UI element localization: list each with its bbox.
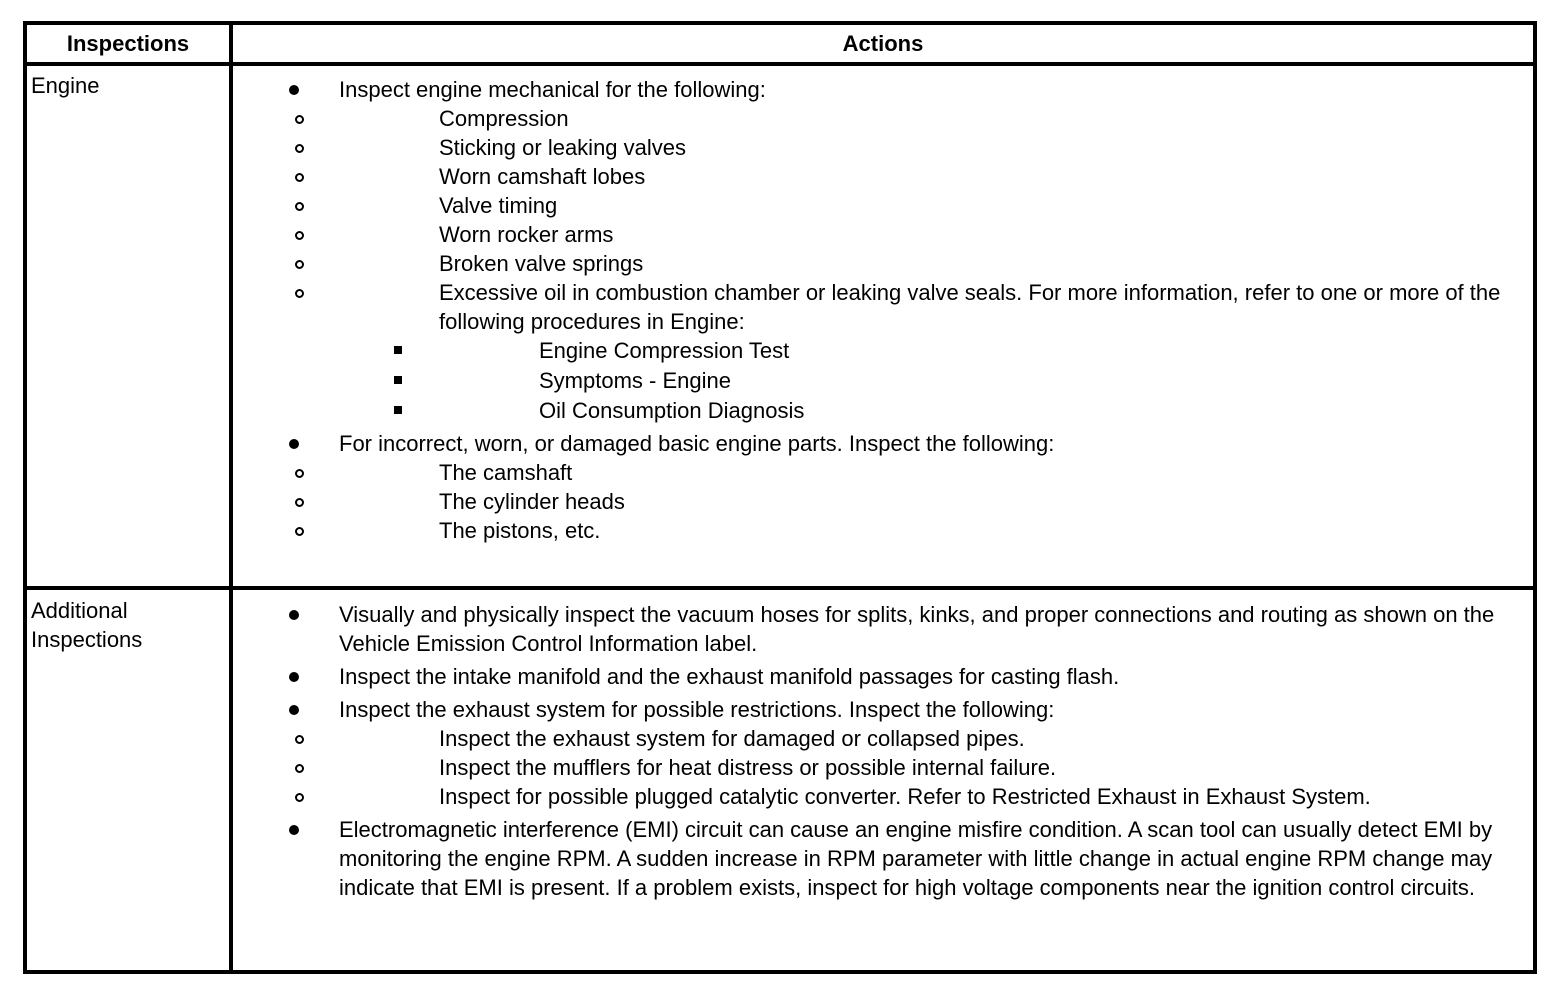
sub-list-item: Broken valve springs — [339, 249, 1523, 278]
circle-bullet-icon — [295, 289, 304, 298]
bullet-icon — [289, 672, 299, 682]
row-divider — [27, 586, 1533, 590]
circle-bullet-icon — [295, 735, 304, 744]
square-bullet-icon — [394, 406, 402, 414]
square-bullet-icon — [394, 376, 402, 384]
sub-sub-list-item: Oil Consumption Diagnosis — [439, 396, 1523, 425]
list-item: Visually and physically inspect the vacuum hoses for splits, kinks, and proper connections and routing as shown on the Vehicle Emission Control Information label. — [233, 600, 1523, 658]
bullet-icon — [289, 825, 299, 835]
circle-bullet-icon — [295, 202, 304, 211]
header-divider — [27, 62, 1533, 66]
bullet-icon — [289, 610, 299, 620]
list-item: Electromagnetic interference (EMI) circuit can cause an engine misfire condition. A scan tool can usually detect EMI by monitoring the engine RPM. A sudden increase in RPM parameter with little change in actual engine RPM change may indicate that EMI is present. If a problem exists, inspect for high voltage components near the ignition control circuits. — [233, 815, 1523, 902]
list-item: For incorrect, worn, or damaged basic engine parts. Inspect the following: The camshaft The cylinder heads The pistons, etc. — [233, 429, 1523, 545]
circle-bullet-icon — [295, 115, 304, 124]
sub-list-item: Compression — [339, 104, 1523, 133]
sub-list-item: Valve timing — [339, 191, 1523, 220]
sub-sub-list-item: Symptoms - Engine — [439, 366, 1523, 395]
header-inspections: Inspections — [66, 31, 190, 56]
sub-list-item: Sticking or leaking valves — [339, 133, 1523, 162]
sub-list-item: Excessive oil in combustion chamber or leaking valve seals. For more information, refer to one or more of the following procedures in Engine: Engine Compression Test Symptoms - Engine Oil Consumption Diagnosis — [339, 278, 1523, 425]
additional-inspections-actions — [233, 600, 1523, 906]
circle-bullet-icon — [295, 260, 304, 269]
sub-list-item: The pistons, etc. — [339, 516, 1523, 545]
row-label-additional-inspections: Additional Inspections — [31, 598, 143, 652]
circle-bullet-icon — [295, 527, 304, 536]
row-label-engine: Engine — [31, 73, 100, 98]
sub-list-item: The cylinder heads — [339, 487, 1523, 516]
inspection-table — [23, 21, 1537, 974]
sub-list-item: Worn rocker arms — [339, 220, 1523, 249]
circle-bullet-icon — [295, 173, 304, 182]
bullet-icon — [289, 705, 299, 715]
sub-list-item: The camshaft — [339, 458, 1523, 487]
list-item: Inspect the exhaust system for possible restrictions. Inspect the following: Inspect the exhaust system for damaged or collapsed pipes. Inspect the mufflers for heat distress or possible internal failure. Inspect for possible plugged catalytic converter. Refer to Restricted Exhaust in Exhaust System. — [233, 695, 1523, 811]
header-actions: Actions — [842, 31, 924, 56]
circle-bullet-icon — [295, 764, 304, 773]
circle-bullet-icon — [295, 469, 304, 478]
sub-sub-list-item: Engine Compression Test — [439, 336, 1523, 365]
bullet-icon — [289, 85, 299, 95]
list-item: Inspect engine mechanical for the following: Compression Sticking or leaking valves Worn camshaft lobes Valve timing Worn rocker arms Broken valve springs Excessive oil in combustion chamber or leaking valve seals. For more information, refer to one or more of the following procedures in Engine: Engine Compression Test Symptoms - Engine Oil Consumption Diagnosis — [233, 75, 1523, 425]
sub-list-item: Inspect the exhaust system for damaged or collapsed pipes. — [339, 724, 1523, 753]
circle-bullet-icon — [295, 793, 304, 802]
circle-bullet-icon — [295, 498, 304, 507]
circle-bullet-icon — [295, 144, 304, 153]
sub-list-item: Inspect for possible plugged catalytic converter. Refer to Restricted Exhaust in Exhaust System. — [339, 782, 1523, 811]
engine-actions — [233, 75, 1523, 549]
list-item: Inspect the intake manifold and the exhaust manifold passages for casting flash. — [233, 662, 1523, 691]
circle-bullet-icon — [295, 231, 304, 240]
bullet-icon — [289, 439, 299, 449]
square-bullet-icon — [394, 346, 402, 354]
sub-list-item: Worn camshaft lobes — [339, 162, 1523, 191]
sub-list-item: Inspect the mufflers for heat distress or possible internal failure. — [339, 753, 1523, 782]
